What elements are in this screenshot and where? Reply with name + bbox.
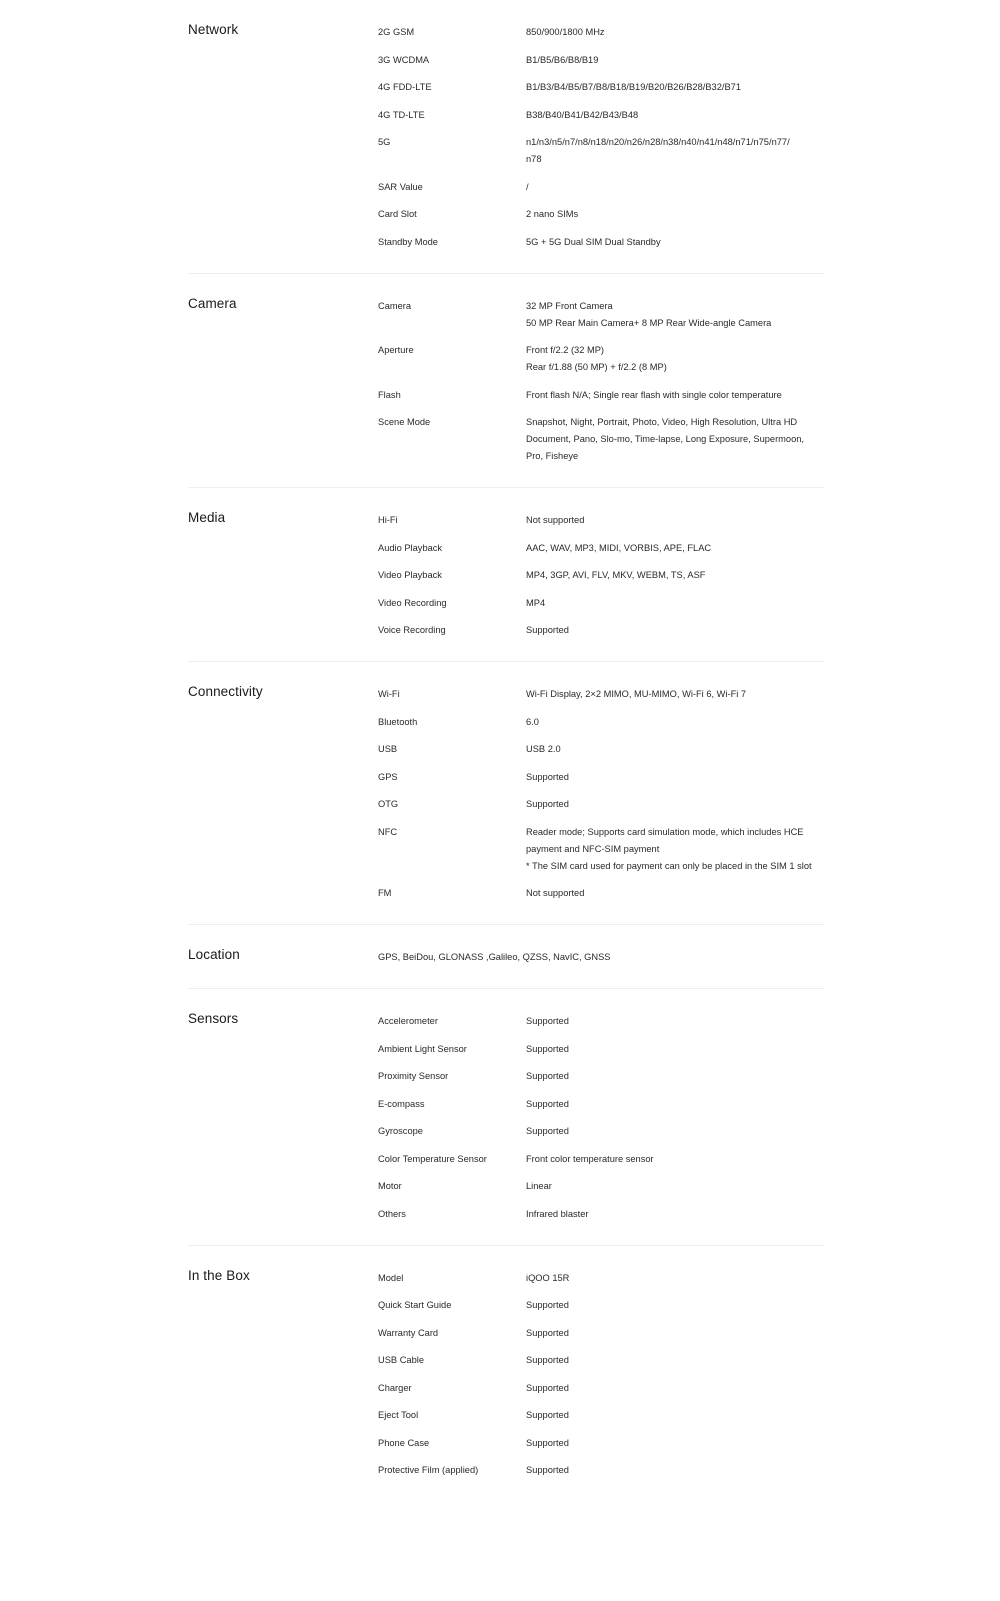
spec-row: [378, 387, 824, 404]
spec-row: [378, 1123, 824, 1140]
section-title: Connectivity: [188, 684, 263, 699]
spec-value-line: payment and NFC-SIM payment: [526, 843, 660, 854]
spec-row: [378, 79, 824, 96]
spec-section-location: [188, 925, 824, 989]
spec-value: [526, 1013, 824, 1030]
spec-value: [526, 1435, 824, 1452]
spec-value: [526, 179, 824, 196]
spec-value: [526, 512, 824, 529]
spec-value: [526, 796, 824, 813]
section-title: Camera: [188, 295, 237, 311]
spec-value: [526, 1068, 824, 1085]
spec-label: Video Recording: [378, 597, 447, 608]
spec-value-line: 2 nano SIMs: [526, 209, 579, 219]
spec-row: [378, 298, 824, 332]
spec-row: [378, 1462, 824, 1479]
spec-rows: [378, 298, 824, 466]
section-title: Network: [188, 22, 239, 37]
spec-value-line: B1/B3/B4/B5/B7/B8/B18/B19/B20/B26/B28/B32/B71: [526, 82, 742, 92]
spec-row: [378, 1151, 824, 1168]
spec-label: Voice Recording: [378, 625, 446, 635]
spec-label: Phone Case: [378, 1437, 430, 1448]
spec-label: 5G: [378, 137, 391, 147]
spec-section-camera: [188, 274, 824, 489]
spec-row: [378, 769, 824, 786]
spec-row: [378, 796, 824, 813]
spec-value: [526, 1096, 824, 1113]
spec-value: [526, 298, 824, 332]
spec-value-line: Supported: [526, 625, 569, 635]
spec-row: [378, 686, 824, 703]
spec-value-line: Pro, Fisheye: [526, 451, 579, 461]
spec-label: USB: [378, 744, 398, 754]
spec-label: SAR Value: [378, 181, 423, 192]
spec-rows: [378, 24, 824, 251]
spec-label: FM: [378, 888, 392, 898]
spec-value-line: 32 MP Front Camera: [526, 300, 613, 311]
spec-value-line: 5G + 5G Dual SIM Dual Standby: [526, 236, 661, 247]
spec-value: [526, 1206, 824, 1223]
section-title: Sensors: [188, 1011, 239, 1026]
spec-row: [378, 134, 824, 168]
spec-value-line: Supported: [526, 1465, 569, 1475]
spec-section-network: [188, 0, 824, 274]
spec-row: [378, 540, 824, 557]
spec-row: [378, 512, 824, 529]
spec-value: [526, 1151, 824, 1168]
spec-value-line: Supported: [526, 1300, 569, 1310]
spec-label: 2G GSM: [378, 27, 415, 37]
spec-value-line: 6.0: [526, 716, 539, 727]
spec-value: [526, 1041, 824, 1058]
spec-value-line: 50 MP Rear Main Camera+ 8 MP Rear Wide-angle Camera: [526, 317, 772, 328]
spec-label: Flash: [378, 389, 401, 400]
spec-value-line: iQOO 15R: [526, 1272, 570, 1283]
spec-row: [378, 179, 824, 196]
spec-value-line: Supported: [526, 1355, 569, 1365]
spec-value: [526, 234, 824, 251]
spec-value: [526, 567, 824, 584]
spec-value-line: AAC, WAV, MP3, MIDI, VORBIS, APE, FLAC: [526, 542, 712, 553]
spec-rows: [378, 949, 824, 966]
spec-label: Ambient Light Sensor: [378, 1043, 467, 1054]
spec-row: [378, 414, 824, 465]
spec-value: [526, 134, 824, 168]
spec-label: Standby Mode: [378, 236, 438, 247]
spec-row: [378, 885, 824, 902]
spec-row: [378, 741, 824, 758]
spec-row: [378, 1178, 824, 1195]
spec-rows: [378, 1270, 824, 1480]
spec-value-line: Supported: [526, 1437, 569, 1448]
spec-value: [526, 686, 824, 703]
spec-row: [378, 107, 824, 124]
spec-label: Protective Film (applied): [378, 1465, 479, 1475]
spec-label: OTG: [378, 799, 399, 809]
spec-label: Warranty Card: [378, 1327, 439, 1338]
spec-value-line: Supported: [526, 1410, 569, 1420]
spec-row: [378, 1013, 824, 1030]
spec-row: [378, 1407, 824, 1424]
spec-value-line: 850/900/1800 MHz: [526, 27, 605, 37]
spec-label: 4G FDD-LTE: [378, 82, 432, 92]
spec-label: 4G TD-LTE: [378, 109, 425, 120]
spec-value-line: Linear: [526, 1181, 552, 1191]
spec-value-line: Supported: [526, 1382, 569, 1393]
spec-row: [378, 1352, 824, 1369]
spec-label: Others: [378, 1208, 406, 1219]
spec-value: [526, 206, 824, 223]
spec-row: [378, 1325, 824, 1342]
spec-rows: [378, 512, 824, 639]
section-title: Media: [188, 510, 226, 525]
spec-section-connectivity: [188, 662, 824, 925]
spec-label: Camera: [378, 300, 412, 311]
spec-row: [378, 206, 824, 223]
spec-row: [378, 1380, 824, 1397]
spec-value: [526, 824, 824, 875]
spec-value-line: Snapshot, Night, Portrait, Photo, Video, High Resolution, Ultra HD: [526, 417, 798, 427]
spec-row: [378, 1297, 824, 1314]
spec-value: [526, 1462, 824, 1479]
spec-value-line: Front flash N/A; Single rear flash with single color temperature: [526, 389, 782, 400]
spec-value-line: B38/B40/B41/B42/B43/B48: [526, 109, 639, 120]
spec-value-line: Wi-Fi Display, 2×2 MIMO, MU-MIMO, Wi-Fi 6, Wi-Fi 7: [526, 689, 747, 699]
spec-row: [378, 622, 824, 639]
spec-value-line: B1/B5/B6/B8/B19: [526, 54, 599, 65]
spec-value: [526, 741, 824, 758]
spec-rows: [378, 686, 824, 902]
spec-value-line: MP4, 3GP, AVI, FLV, MKV, WEBM, TS, ASF: [526, 570, 706, 580]
spec-row: [378, 595, 824, 612]
spec-label: Accelerometer: [378, 1016, 438, 1026]
spec-row: [378, 234, 824, 251]
spec-row: [378, 52, 824, 69]
spec-value-line: Rear f/1.88 (50 MP) + f/2.2 (8 MP): [526, 362, 667, 372]
spec-row: [378, 1096, 824, 1113]
spec-row: [378, 1068, 824, 1085]
spec-value: [526, 414, 824, 465]
spec-value-line: Supported: [526, 1327, 569, 1338]
spec-value-line: Supported: [526, 771, 569, 782]
spec-value-line: Supported: [526, 799, 569, 809]
spec-label: Eject Tool: [378, 1410, 419, 1420]
spec-value-line: Reader mode; Supports card simulation mode, which includes HCE: [526, 826, 804, 837]
spec-label: Audio Playback: [378, 542, 443, 553]
section-title: Location: [188, 947, 240, 962]
spec-label: Wi-Fi: [378, 689, 400, 699]
spec-value-line: Not supported: [526, 888, 585, 898]
spec-section-in-the-box: [188, 1246, 824, 1502]
spec-label: Bluetooth: [378, 716, 418, 727]
spec-value: [526, 769, 824, 786]
spec-row: [378, 342, 824, 376]
spec-value-line: USB 2.0: [526, 744, 561, 754]
spec-value: [526, 1270, 824, 1287]
spec-value: [526, 342, 824, 376]
spec-label: Color Temperature Sensor: [378, 1153, 487, 1164]
spec-label: Motor: [378, 1181, 402, 1191]
spec-value: [526, 1380, 824, 1397]
spec-label: GPS: [378, 771, 398, 782]
spec-value-line: Front color temperature sensor: [526, 1153, 654, 1164]
spec-value: [526, 1325, 824, 1342]
spec-label: Proximity Sensor: [378, 1071, 449, 1081]
spec-value: [526, 1352, 824, 1369]
spec-label: Scene Mode: [378, 417, 431, 427]
spec-value-line: Supported: [526, 1098, 569, 1109]
spec-sheet: [188, 0, 824, 1501]
spec-label: NFC: [378, 826, 398, 837]
spec-value: [526, 540, 824, 557]
spec-value-line: * The SIM card used for payment can only be placed in the SIM 1 slot: [526, 860, 812, 871]
spec-value: [526, 595, 824, 612]
spec-value: [526, 107, 824, 124]
spec-value: [526, 1297, 824, 1314]
spec-value: [526, 52, 824, 69]
spec-value: [526, 622, 824, 639]
spec-label: Gyroscope: [378, 1126, 423, 1136]
spec-value-line: Front f/2.2 (32 MP): [526, 345, 605, 355]
spec-label: Quick Start Guide: [378, 1300, 452, 1310]
spec-label: Card Slot: [378, 209, 417, 219]
spec-label: USB Cable: [378, 1355, 424, 1365]
spec-value: [526, 79, 824, 96]
spec-value-line: MP4: [526, 597, 546, 608]
spec-row: [378, 1206, 824, 1223]
spec-row: [378, 1435, 824, 1452]
spec-value-line: Supported: [526, 1071, 569, 1081]
spec-value: [526, 714, 824, 731]
spec-row: [378, 567, 824, 584]
spec-value-line: Supported: [526, 1043, 569, 1054]
spec-section-sensors: [188, 989, 824, 1246]
spec-label: E-compass: [378, 1098, 425, 1109]
spec-value: [526, 885, 824, 902]
spec-row: [378, 824, 824, 875]
spec-row: [378, 714, 824, 731]
spec-value: [526, 1178, 824, 1195]
spec-value-line: Supported: [526, 1016, 569, 1026]
spec-row: [378, 24, 824, 41]
spec-rows: [378, 1013, 824, 1223]
spec-value-line: Supported: [526, 1126, 569, 1136]
spec-label: Aperture: [378, 345, 414, 355]
spec-row: [378, 1041, 824, 1058]
spec-value-line: Document, Pano, Slo-mo, Time-lapse, Long Exposure, Supermoon,: [526, 434, 805, 444]
spec-row: [378, 1270, 824, 1287]
spec-value: [526, 387, 824, 404]
spec-value: [526, 1123, 824, 1140]
spec-value: [526, 24, 824, 41]
spec-section-media: [188, 488, 824, 662]
spec-label: 3G WCDMA: [378, 54, 430, 65]
spec-label: Hi-Fi: [378, 515, 398, 525]
spec-value-line: Not supported: [526, 515, 585, 525]
spec-value-line: n78: [526, 154, 542, 164]
section-title: In the Box: [188, 1267, 250, 1283]
spec-text: GPS, BeiDou, GLONASS ,Galileo, QZSS, NavIC, GNSS: [378, 952, 611, 962]
spec-label: Charger: [378, 1382, 412, 1393]
spec-value: [526, 1407, 824, 1424]
spec-value-line: n1/n3/n5/n7/n8/n18/n20/n26/n28/n38/n40/n41/n48/n71/n75/n77/: [526, 137, 790, 147]
spec-label: Video Playback: [378, 570, 442, 580]
spec-value-line: Infrared blaster: [526, 1208, 589, 1219]
spec-label: Model: [378, 1272, 404, 1283]
spec-value-line: /: [526, 181, 529, 192]
